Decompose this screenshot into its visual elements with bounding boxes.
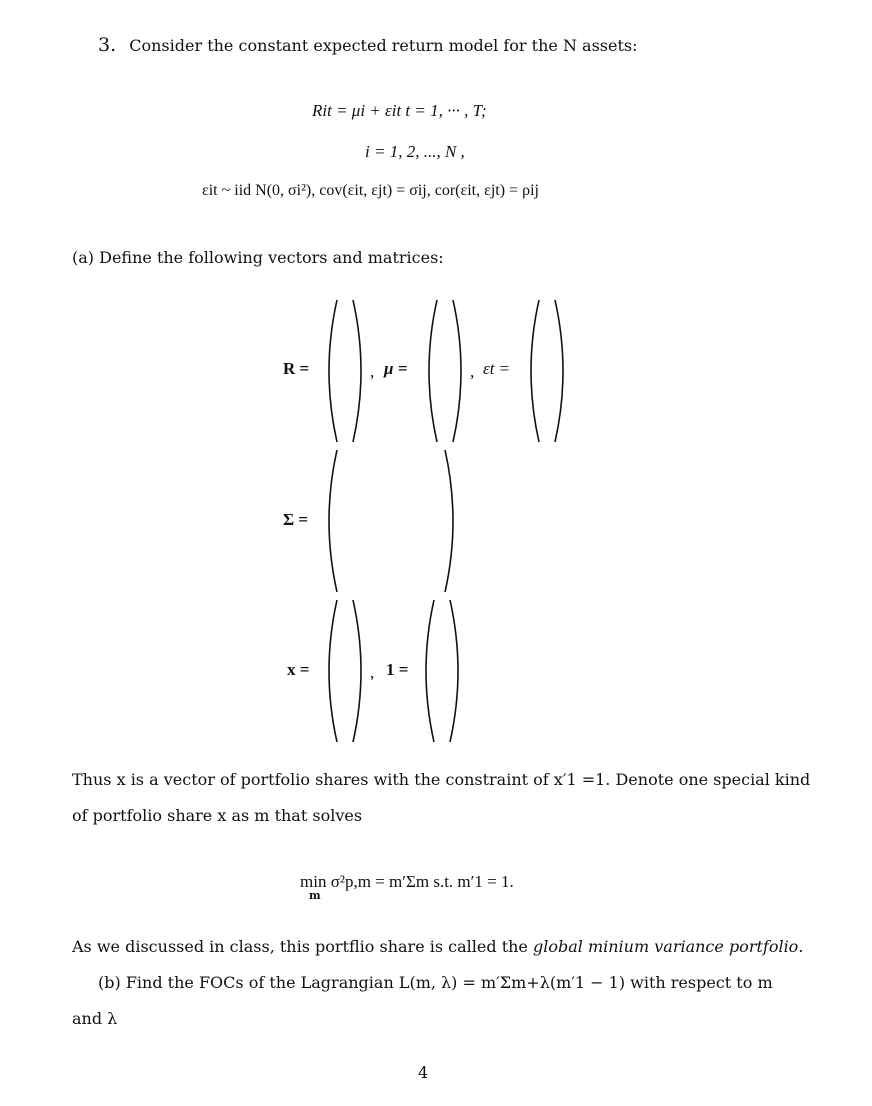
matrix-Sigma: [325, 450, 457, 592]
paragraph-2: [72, 937, 803, 956]
optimization-equation: min σ²p,m = m′Σm s.t. m′1 = 1.: [300, 872, 514, 891]
paragraph-2-emphasis: global minium variance portfolio: [532, 937, 799, 956]
matrix-mu: [425, 300, 465, 442]
matrix-x: [325, 600, 365, 742]
model-equation-2: i = 1, 2, ..., N ,: [365, 142, 465, 161]
label-eps: εt =: [483, 359, 511, 378]
optimization-subscript: m: [309, 889, 321, 902]
label-Sigma: Σ =: [283, 510, 309, 529]
matrix-one: [422, 600, 462, 742]
comma-1: ,: [370, 362, 375, 381]
paragraph-1-line-2: of portfolio share x as m that solves: [72, 806, 363, 825]
model-equation-1: Rit = μi + εit t = 1, ··· , T;: [312, 101, 487, 120]
comma-3: ,: [370, 663, 375, 682]
paragraph-2-text: As we discussed in class, this portflio share is called the: [72, 937, 533, 956]
matrix-R: [325, 300, 365, 442]
model-equation-3: εit ~ iid N(0, σi²), cov(εit, εjt) = σij, cor(εit, εjt) = ρij: [202, 182, 539, 199]
problem-number: 3.: [98, 34, 117, 56]
problem-header: [98, 34, 638, 56]
page-number: 4: [418, 1063, 429, 1082]
label-mu: μ =: [384, 359, 408, 378]
problem-intro: Consider the constant expected return model for the N assets:: [129, 36, 638, 55]
part-b-line-1: (b) Find the FOCs of the Lagrangian L(m, λ) = m′Σm+λ(m′1 − 1) with respect to m: [98, 973, 773, 992]
label-one: 1 =: [386, 660, 409, 679]
label-R: R =: [283, 359, 310, 378]
paragraph-1-line-1: Thus x is a vector of portfolio shares with the constraint of x′1 =1. Denote one special kind: [72, 770, 811, 789]
label-x: x =: [287, 660, 310, 679]
part-b-line-2: and λ: [72, 1009, 118, 1028]
paragraph-2-end: .: [798, 937, 804, 956]
comma-2: ,: [470, 362, 475, 381]
part-a-text: (a) Define the following vectors and matrices:: [72, 248, 444, 267]
matrix-eps: [527, 300, 567, 442]
